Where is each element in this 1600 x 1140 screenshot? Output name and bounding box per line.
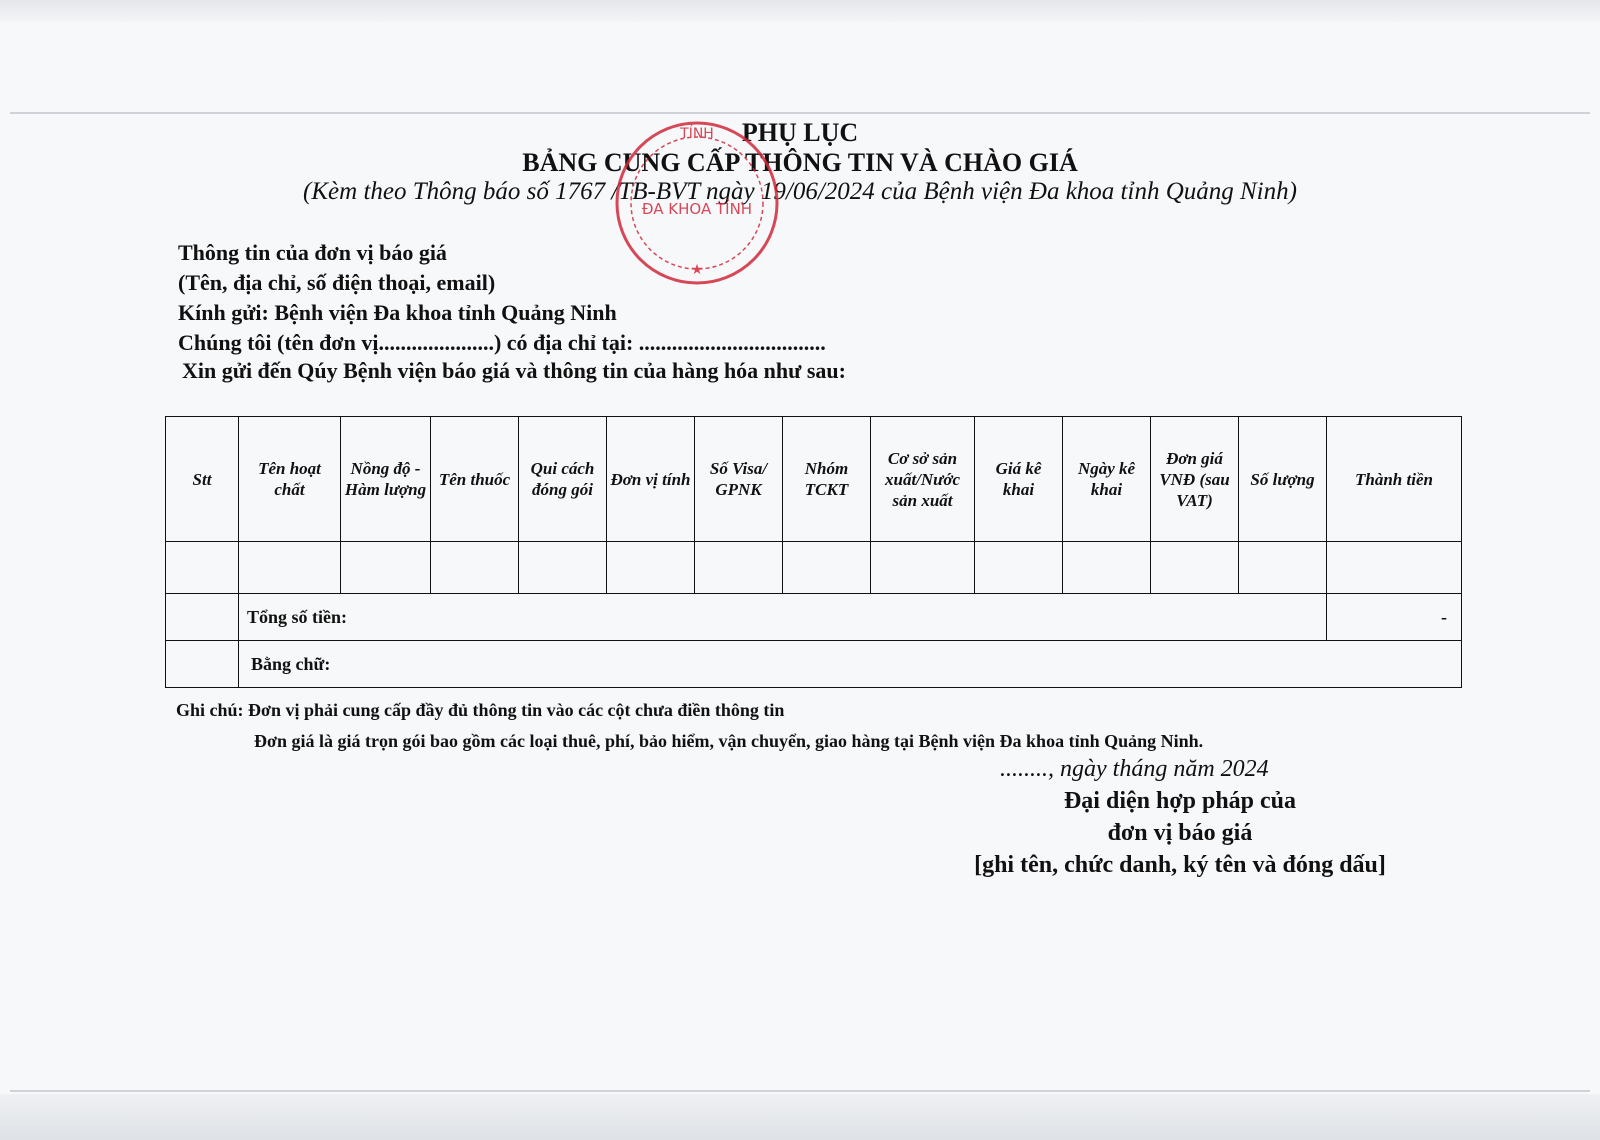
info-line-contact: (Tên, địa chỉ, số điện thoại, email) <box>178 270 496 295</box>
table-cell <box>1063 542 1151 594</box>
col-header-unit-price: Đơn giá VNĐ (sau VAT) <box>1151 417 1239 542</box>
total-row <box>166 594 1462 641</box>
signature-title-line1: Đại diện hợp pháp của <box>1063 788 1297 814</box>
amount-in-words-row <box>166 641 1462 688</box>
total-label: Tổng số tiền: <box>239 594 1327 641</box>
table-cell <box>431 542 519 594</box>
scan-fold-line <box>10 112 1590 114</box>
table-cell <box>975 542 1063 594</box>
table-cell <box>1327 542 1462 594</box>
col-header-declared-price: Giá kê khai <box>975 417 1063 542</box>
col-header-quantity: Số lượng <box>1239 417 1327 542</box>
col-header-declared-date: Ngày kê khai <box>1063 417 1151 542</box>
table-cell <box>166 594 239 641</box>
col-header-amount: Thành tiền <box>1327 417 1462 542</box>
table-cell <box>783 542 871 594</box>
total-value: - <box>1327 594 1462 641</box>
info-line-recipient: Kính gửi: Bệnh viện Đa khoa tỉnh Quảng Ninh <box>178 300 617 325</box>
stamp-top-text: TỈNH <box>680 126 714 142</box>
scan-bottom-edge <box>0 1094 1600 1140</box>
info-line-address: Chúng tôi (tên đơn vị.....................) có địa chỉ tại: .................................. <box>178 330 826 355</box>
note-price-terms: Đơn giá là giá trọn gói bao gồm các loại thuê, phí, bảo hiểm, vận chuyển, giao hàng tại Bệnh viện Đa khoa tỉnh Quảng Ninh. <box>254 731 1204 751</box>
col-header-packaging: Qui cách đóng gói <box>519 417 607 542</box>
quotation-table <box>165 416 1462 688</box>
col-header-stt: Stt <box>166 417 239 542</box>
table-cell <box>519 542 607 594</box>
table-cell <box>166 542 239 594</box>
doc-subtitle: (Kèm theo Thông báo số 1767 /TB-BVT ngày 19/06/2024 của Bệnh viện Đa khoa tỉnh Quảng Ninh) <box>303 178 1297 205</box>
note-required-fields: Ghi chú: Đơn vị phải cung cấp đầy đủ thông tin vào các cột chưa điền thông tin <box>176 700 785 720</box>
table-cell <box>166 641 239 688</box>
info-line-unit: Thông tin của đơn vị báo giá <box>178 240 447 265</box>
col-header-concentration: Nồng độ - Hàm lượng <box>341 417 431 542</box>
table-cell <box>341 542 431 594</box>
table-cell <box>871 542 975 594</box>
table-cell <box>239 542 341 594</box>
amount-in-words-label: Bằng chữ: <box>239 641 1462 688</box>
red-seal-stamp-icon <box>608 114 786 292</box>
signature-date-line: ........, ngày tháng năm 2024 <box>1000 756 1269 782</box>
table-cell <box>695 542 783 594</box>
col-header-manufacturer: Cơ sở sản xuất/Nước sản xuất <box>871 417 975 542</box>
info-line-request: Xin gửi đến Qúy Bệnh viện báo giá và thông tin của hàng hóa như sau: <box>182 358 846 383</box>
scan-bottom-line <box>10 1090 1590 1092</box>
table-header-row <box>166 417 1462 542</box>
signature-title-line2: đơn vị báo giá <box>1107 820 1253 846</box>
table-cell <box>1151 542 1239 594</box>
col-header-drug-name: Tên thuốc <box>431 417 519 542</box>
table-cell <box>1239 542 1327 594</box>
stamp-middle-text: ĐA KHOA TỈNH <box>641 200 753 218</box>
table-row <box>166 542 1462 594</box>
col-header-unit: Đơn vị tính <box>607 417 695 542</box>
table-cell <box>607 542 695 594</box>
col-header-visa: Số Visa/ GPNK <box>695 417 783 542</box>
stamp-star-icon: ★ <box>690 262 704 278</box>
col-header-tckt-group: Nhóm TCKT <box>783 417 871 542</box>
scan-top-edge <box>0 0 1600 22</box>
signature-instructions: [ghi tên, chức danh, ký tên và đóng dấu] <box>974 852 1386 878</box>
doc-title-main: BẢNG CUNG CẤP THÔNG TIN VÀ CHÀO GIÁ <box>522 148 1078 177</box>
doc-title-appendix: PHỤ LỤC <box>741 118 859 147</box>
col-header-active-ingredient: Tên hoạt chất <box>239 417 341 542</box>
